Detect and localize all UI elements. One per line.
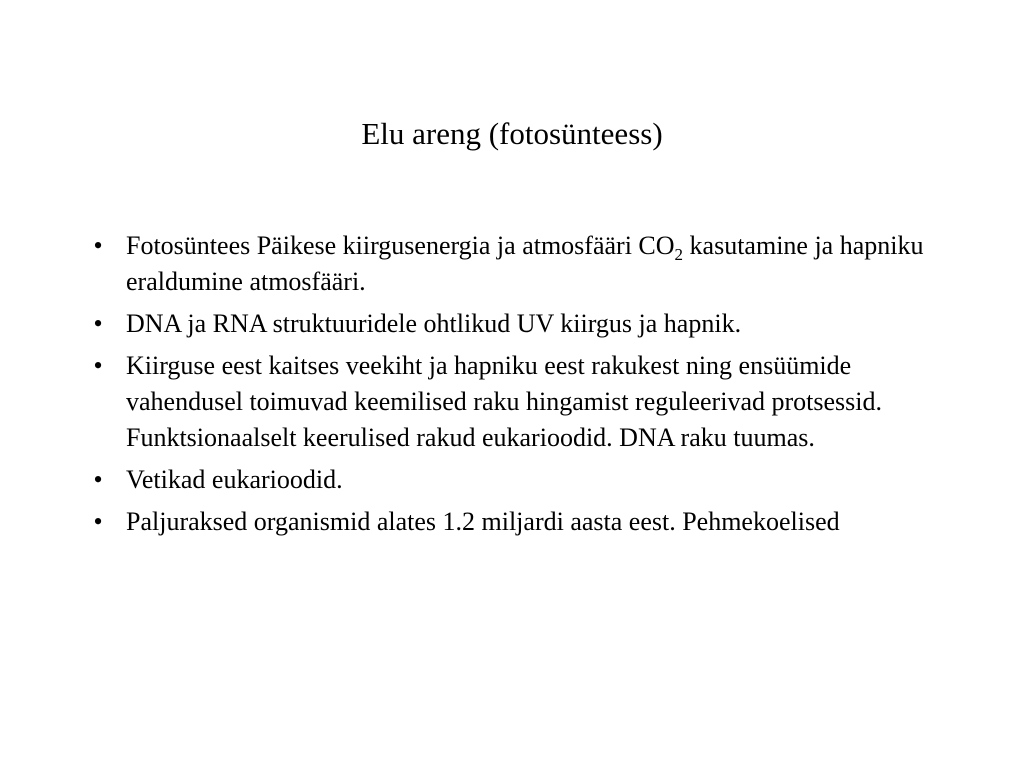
bullet-text-main: Fotosüntees Päikese kiirgusenergia ja atmosfääri CO <box>126 231 675 260</box>
bullet-item-algae <box>88 462 968 498</box>
slide-title: Elu areng (fotosünteess) <box>361 116 663 151</box>
bullet-item-uv-danger <box>88 306 968 342</box>
bullet-icon: • <box>93 351 103 380</box>
bullet-text: DNA ja RNA struktuuridele ohtlikud UV kiirgus ja hapnik. <box>126 309 742 338</box>
bullet-icon: • <box>93 309 103 338</box>
bullet-text <box>126 231 923 296</box>
bullet-text-continued: kasutamine ja hapniku eraldumine atmosfääri. <box>126 231 924 296</box>
bullet-item-multicellular <box>88 504 968 540</box>
bullet-item-protection <box>88 348 968 456</box>
bullet-icon: • <box>93 465 103 494</box>
bullet-text: Paljuraksed organismid alates 1.2 miljardi aasta eest. Pehmekoelised <box>126 507 840 536</box>
bullet-list <box>88 228 968 546</box>
co2-subscript: 2 <box>674 245 684 265</box>
bullet-icon: • <box>93 231 103 260</box>
bullet-text: Vetikad eukarioodid. <box>126 465 343 494</box>
bullet-icon: • <box>93 507 103 536</box>
bullet-item-photosynthesis <box>88 228 968 300</box>
bullet-text: Kiirguse eest kaitses veekiht ja hapniku eest rakukest ning ensüümide vahendusel toimuvad keemilised raku hingamist reguleerivad protsessid. Funktsionaalselt keerulised rakud eukarioodid. DNA raku tuumas. <box>126 351 882 452</box>
